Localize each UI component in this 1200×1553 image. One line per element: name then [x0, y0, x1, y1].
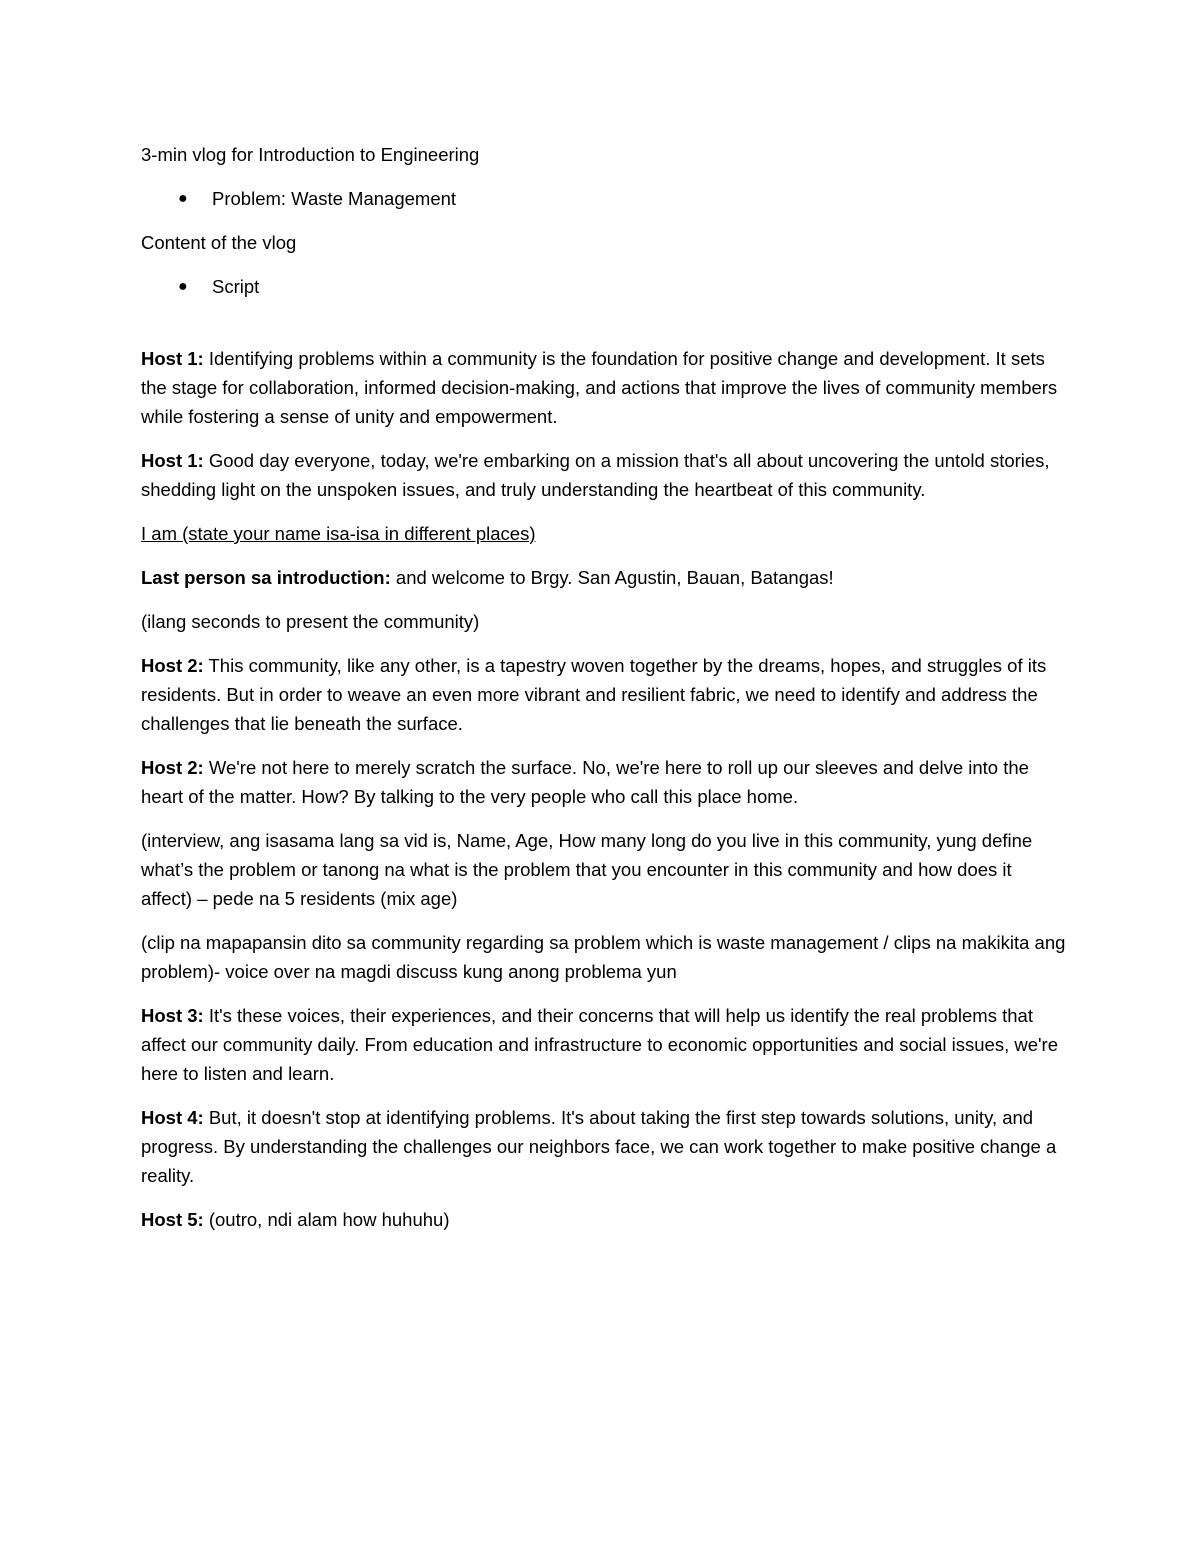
speaker-label: Last person sa introduction:: [141, 567, 391, 588]
script-paragraph-7: [141, 753, 1066, 811]
paragraph-text: (outro, ndi alam how huhuhu): [203, 1209, 450, 1230]
speaker-label: Host 1:: [141, 450, 204, 471]
script-paragraph-8: [141, 826, 1066, 913]
paragraph-text: But, it doesn't stop at identifying problems. It's about taking the first step towards solutions, unity, and progress. By understanding the challenges our neighbors face, we can work together to make positive change a reality.: [141, 1107, 1057, 1186]
speaker-label: Host 2:: [141, 655, 204, 676]
paragraph-text: (interview, ang isasama lang sa vid is, Name, Age, How many long do you live in this community, yung define what’s the problem or tanong na what is the problem that you encounter in this community and how does it affect) – pede na 5 residents (mix age): [141, 830, 1033, 909]
script-paragraph-1: [141, 344, 1066, 431]
speaker-label: Host 2:: [141, 757, 204, 778]
bullet-item-problem: [141, 184, 1066, 213]
paragraph-text: (ilang seconds to present the community): [141, 611, 480, 632]
script-paragraph-11: [141, 1103, 1066, 1190]
bullet-item-script: [141, 272, 1066, 301]
script-paragraph-2: [141, 446, 1066, 504]
script-paragraph-4: [141, 563, 1066, 592]
bullet-text: Problem: Waste Management: [212, 188, 457, 209]
paragraph-text: We're not here to merely scratch the surface. No, we're here to roll up our sleeves and delve into the heart of the matter. How? By talking to the very people who call this place home.: [141, 757, 1029, 807]
paragraph-text: This community, like any other, is a tapestry woven together by the dreams, hopes, and struggles of its residents. But in order to weave an even more vibrant and resilient fabric, we need to identify and address the challenges that lie beneath the surface.: [141, 655, 1047, 734]
paragraph-text: Good day everyone, today, we're embarking on a mission that's all about uncovering the untold stories, shedding light on the unspoken issues, and truly understanding the heartbeat of this community.: [141, 450, 1050, 500]
content-heading: Content of the vlog: [141, 232, 297, 253]
paragraph-text: and welcome to Brgy. San Agustin, Bauan, Batangas!: [390, 567, 834, 588]
script-paragraph-5: [141, 607, 1066, 636]
document-page: [141, 140, 1066, 1249]
speaker-label: Host 1:: [141, 348, 204, 369]
speaker-label: Host 3:: [141, 1005, 204, 1026]
speaker-label: Host 4:: [141, 1107, 204, 1128]
speaker-label: Host 5:: [141, 1209, 204, 1230]
script-paragraph-10: [141, 1001, 1066, 1088]
paragraph-text: It's these voices, their experiences, and their concerns that will help us identify the real problems that affect our community daily. From education and infrastructure to economic opportunities and social issues, we're here to listen and learn.: [141, 1005, 1058, 1084]
script-paragraph-3: [141, 519, 1066, 548]
script-paragraph-12: [141, 1205, 1066, 1234]
paragraph-text-underlined: I am (state your name isa-isa in different places): [141, 523, 536, 544]
paragraph-text: Identifying problems within a community is the foundation for positive change and development. It sets the stage for collaboration, informed decision-making, and actions that improve the lives of community members while fostering a sense of unity and empowerment.: [141, 348, 1058, 427]
bullet-dot-icon: ●: [178, 190, 188, 207]
script-paragraph-9: [141, 928, 1066, 986]
bullet-dot-icon: ●: [178, 278, 188, 295]
script-paragraph-6: [141, 651, 1066, 738]
bullet-text: Script: [212, 276, 260, 297]
paragraph-text: (clip na mapapansin dito sa community regarding sa problem which is waste management / clips na makikita ang problem)- voice over na magdi discuss kung anong problema yun: [141, 932, 1066, 982]
document-title: 3-min vlog for Introduction to Engineering: [141, 144, 480, 165]
